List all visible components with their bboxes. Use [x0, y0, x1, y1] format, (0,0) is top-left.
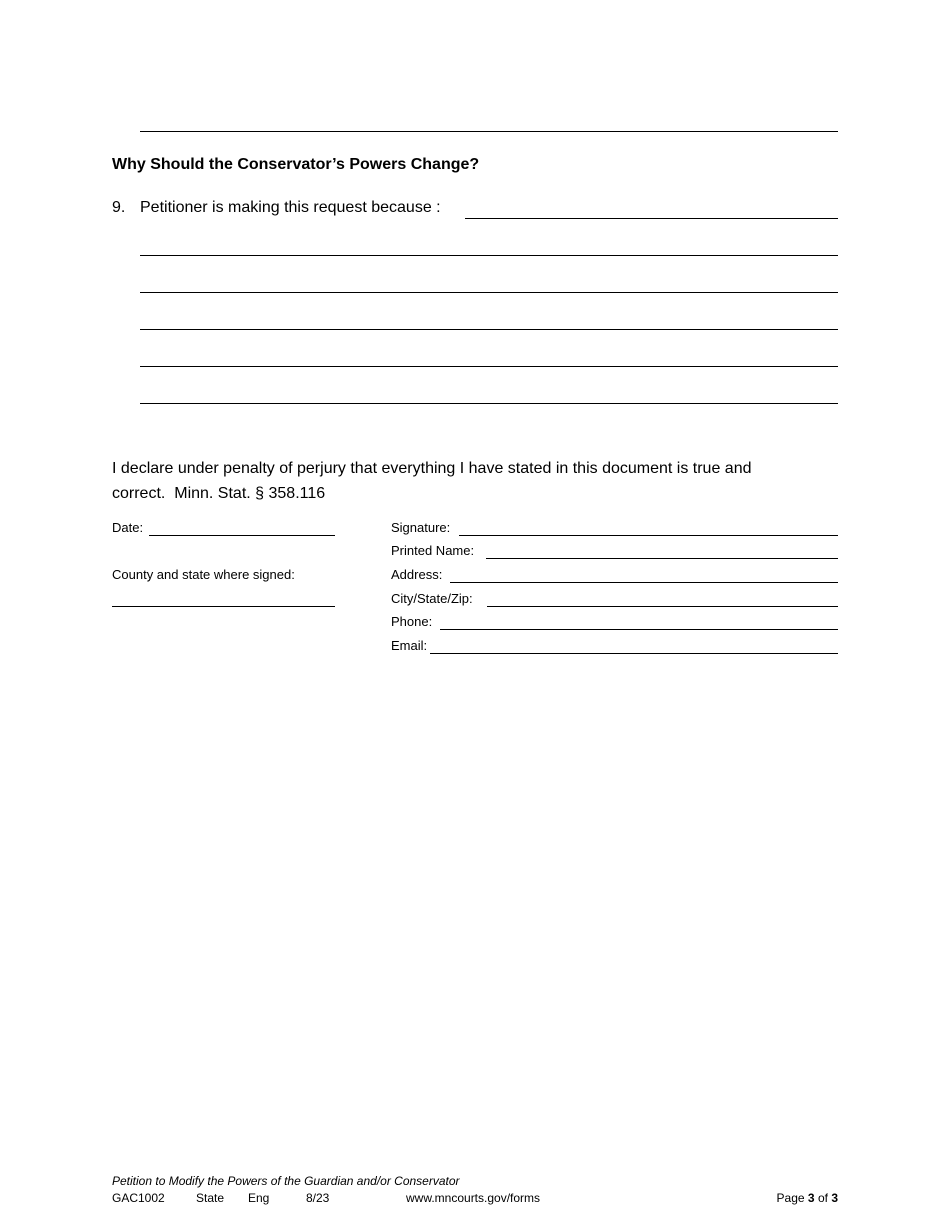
- date-label: Date:: [112, 520, 144, 535]
- email-label: Email:: [391, 638, 428, 653]
- footer-form-code: GAC1002: [112, 1191, 165, 1205]
- footer-revision-date: 8/23: [306, 1191, 330, 1205]
- signature-field[interactable]: [459, 535, 838, 536]
- phone-label: Phone:: [391, 614, 433, 629]
- city-state-zip-field[interactable]: [487, 606, 838, 607]
- footer-page-number: [777, 1191, 838, 1205]
- county-state-field[interactable]: [112, 606, 335, 607]
- reason-line[interactable]: [140, 366, 838, 367]
- reason-line[interactable]: [140, 292, 838, 293]
- reason-line[interactable]: [140, 255, 838, 256]
- printed-name-field[interactable]: [486, 558, 838, 559]
- date-field[interactable]: [149, 535, 335, 536]
- section-heading: Why Should the Conservator’s Powers Change?: [112, 156, 480, 173]
- question-text: Petitioner is making this request because :: [140, 199, 441, 216]
- page-of: of: [817, 1191, 828, 1205]
- city-state-zip-label: City/State/Zip:: [391, 591, 473, 606]
- county-state-label: County and state where signed:: [112, 567, 295, 582]
- page-label: Page: [776, 1191, 805, 1205]
- printed-name-label: Printed Name:: [391, 543, 475, 558]
- footer-jurisdiction: State: [196, 1191, 225, 1205]
- footer-form-title: Petition to Modify the Powers of the Guardian and/or Conservator: [112, 1174, 460, 1188]
- continuation-line[interactable]: [140, 131, 838, 132]
- email-field[interactable]: [430, 653, 838, 654]
- footer-url[interactable]: www.mncourts.gov/forms: [406, 1191, 541, 1205]
- signature-label: Signature:: [391, 520, 451, 535]
- address-label: Address:: [391, 567, 443, 582]
- page-current: 3: [807, 1191, 815, 1205]
- perjury-declaration: [112, 456, 852, 506]
- reason-line[interactable]: [465, 218, 838, 219]
- question-number: 9.: [112, 199, 126, 216]
- footer-language: Eng: [248, 1191, 270, 1205]
- reason-line[interactable]: [140, 403, 838, 404]
- page-total: 3: [831, 1191, 838, 1205]
- declaration-line-2: correct. Minn. Stat. § 358.116: [112, 485, 326, 502]
- reason-line[interactable]: [140, 329, 838, 330]
- declaration-line-1: I declare under penalty of perjury that everything I have stated in this document is true and: [112, 460, 752, 477]
- phone-field[interactable]: [440, 629, 838, 630]
- address-field[interactable]: [450, 582, 838, 583]
